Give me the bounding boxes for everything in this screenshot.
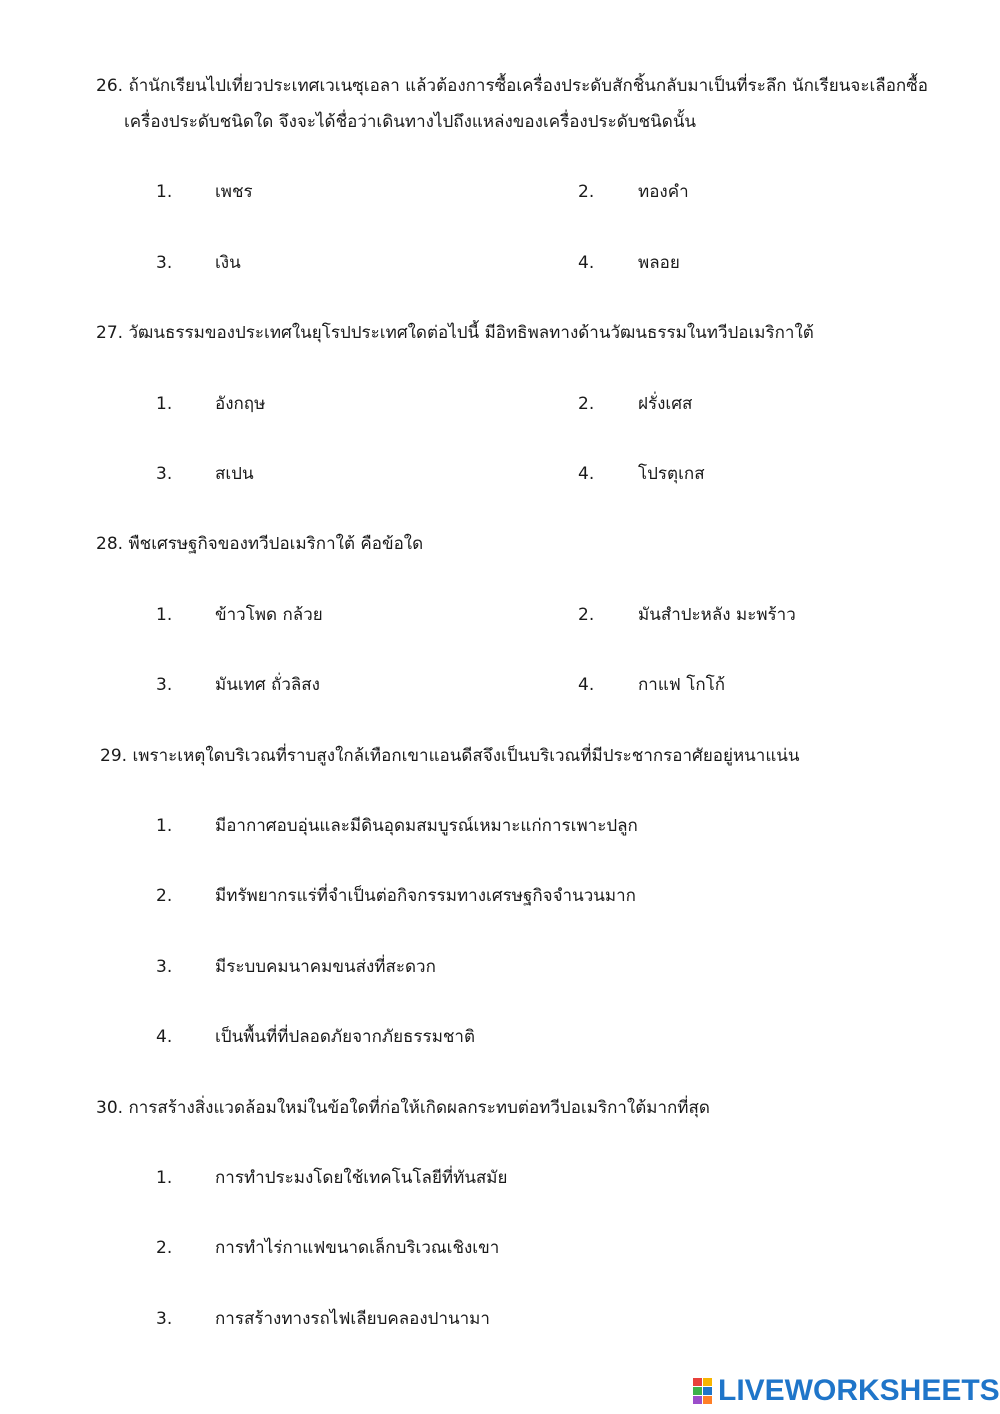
option-30-1[interactable]: การทำประมงโดยใช้เทคโนโลยีที่ทันสมัย bbox=[215, 1168, 508, 1188]
option-number: 3. bbox=[156, 675, 173, 695]
option-number: 4. bbox=[578, 253, 595, 273]
question-text: วัฒนธรรมของประเทศในยุโรปประเทศใดต่อไปนี้ มีอิทธิพลทางด้านวัฒนธรรมในทวีปอเมริกาใต้ bbox=[128, 323, 814, 343]
option-number: 3. bbox=[156, 464, 173, 484]
option-29-1[interactable]: มีอากาศอบอุ่นและมีดินอุดมสมบูรณ์เหมาะแก่การเพาะปลูก bbox=[215, 816, 638, 836]
option-26-2[interactable]: ทองคำ bbox=[638, 182, 689, 202]
question-29 bbox=[100, 744, 800, 768]
question-text: การสร้างสิ่งแวดล้อมใหม่ในข้อใดที่ก่อให้เกิดผลกระทบต่อทวีปอเมริกาใต้มากที่สุด bbox=[128, 1098, 710, 1118]
option-28-1[interactable]: ข้าวโพด กล้วย bbox=[215, 605, 323, 625]
option-27-3[interactable]: สเปน bbox=[215, 464, 254, 484]
option-number: 1. bbox=[156, 182, 173, 202]
logo-mark-cell bbox=[703, 1387, 712, 1395]
option-number: 2. bbox=[578, 182, 595, 202]
option-28-4[interactable]: กาแฟ โกโก้ bbox=[638, 675, 726, 695]
logo-mark-cell bbox=[703, 1396, 712, 1404]
question-number: 29. bbox=[100, 746, 128, 766]
option-30-2[interactable]: การทำไร่กาแฟขนาดเล็กบริเวณเชิงเขา bbox=[215, 1238, 500, 1258]
option-26-4[interactable]: พลอย bbox=[638, 253, 680, 273]
option-number: 4. bbox=[578, 675, 595, 695]
option-number: 2. bbox=[156, 1238, 173, 1258]
question-27 bbox=[96, 321, 814, 345]
logo-mark-cell bbox=[703, 1378, 712, 1386]
question-26-line2: เครื่องประดับชนิดใด จึงจะได้ชื่อว่าเดินทางไปถึงแหล่งของเครื่องประดับชนิดนั้น bbox=[124, 112, 697, 132]
option-29-3[interactable]: มีระบบคมนาคมขนส่งที่สะดวก bbox=[215, 957, 436, 977]
option-number: 2. bbox=[578, 605, 595, 625]
liveworksheets-logo-icon bbox=[693, 1378, 712, 1404]
option-28-3[interactable]: มันเทศ ถั่วลิสง bbox=[215, 675, 320, 695]
option-number: 2. bbox=[156, 886, 173, 906]
option-30-3[interactable]: การสร้างทางรถไฟเลียบคลองปานามา bbox=[215, 1309, 490, 1329]
option-26-1[interactable]: เพชร bbox=[215, 182, 253, 202]
option-number: 3. bbox=[156, 957, 173, 977]
option-number: 3. bbox=[156, 1309, 173, 1329]
option-number: 1. bbox=[156, 816, 173, 836]
option-number: 4. bbox=[578, 464, 595, 484]
option-27-1[interactable]: อังกฤษ bbox=[215, 394, 266, 414]
question-number: 28. bbox=[96, 534, 124, 554]
question-28 bbox=[96, 532, 423, 556]
option-29-2[interactable]: มีทรัพยากรแร่ที่จำเป็นต่อกิจกรรมทางเศรษฐกิจจำนวนมาก bbox=[215, 886, 636, 906]
option-27-2[interactable]: ฝรั่งเศส bbox=[638, 394, 693, 414]
question-number: 26. bbox=[96, 76, 124, 96]
logo-mark-cell bbox=[693, 1396, 702, 1404]
option-number: 1. bbox=[156, 1168, 173, 1188]
question-30 bbox=[96, 1096, 710, 1120]
option-number: 1. bbox=[156, 394, 173, 414]
logo-mark-cell bbox=[693, 1378, 702, 1386]
option-27-4[interactable]: โปรตุเกส bbox=[638, 464, 705, 484]
option-26-3[interactable]: เงิน bbox=[215, 253, 241, 273]
option-number: 4. bbox=[156, 1027, 173, 1047]
liveworksheets-logo[interactable] bbox=[693, 1374, 1000, 1408]
question-text: ถ้านักเรียนไปเที่ยวประเทศเวเนซุเอลา แล้วต้องการซื้อเครื่องประดับสักชิ้นกลับมาเป็นที่ระลึก นักเรียนจะเลือกซื้อ bbox=[128, 76, 928, 96]
option-number: 2. bbox=[578, 394, 595, 414]
option-number: 1. bbox=[156, 605, 173, 625]
question-number: 30. bbox=[96, 1098, 124, 1118]
question-text: พืชเศรษฐกิจของทวีปอเมริกาใต้ คือข้อใด bbox=[128, 534, 424, 554]
question-number: 27. bbox=[96, 323, 124, 343]
logo-text: LIVEWORKSHEETS bbox=[718, 1374, 1000, 1407]
option-28-2[interactable]: มันสำปะหลัง มะพร้าว bbox=[638, 605, 796, 625]
question-text: เพราะเหตุใดบริเวณที่ราบสูงใกล้เทือกเขาแอนดีสจึงเป็นบริเวณที่มีประชากรอาศัยอยู่หนาแน่น bbox=[132, 746, 800, 766]
question-26-line1 bbox=[96, 74, 928, 98]
option-29-4[interactable]: เป็นพื้นที่ที่ปลอดภัยจากภัยธรรมชาติ bbox=[215, 1027, 476, 1047]
logo-mark-cell bbox=[693, 1387, 702, 1395]
option-number: 3. bbox=[156, 253, 173, 273]
